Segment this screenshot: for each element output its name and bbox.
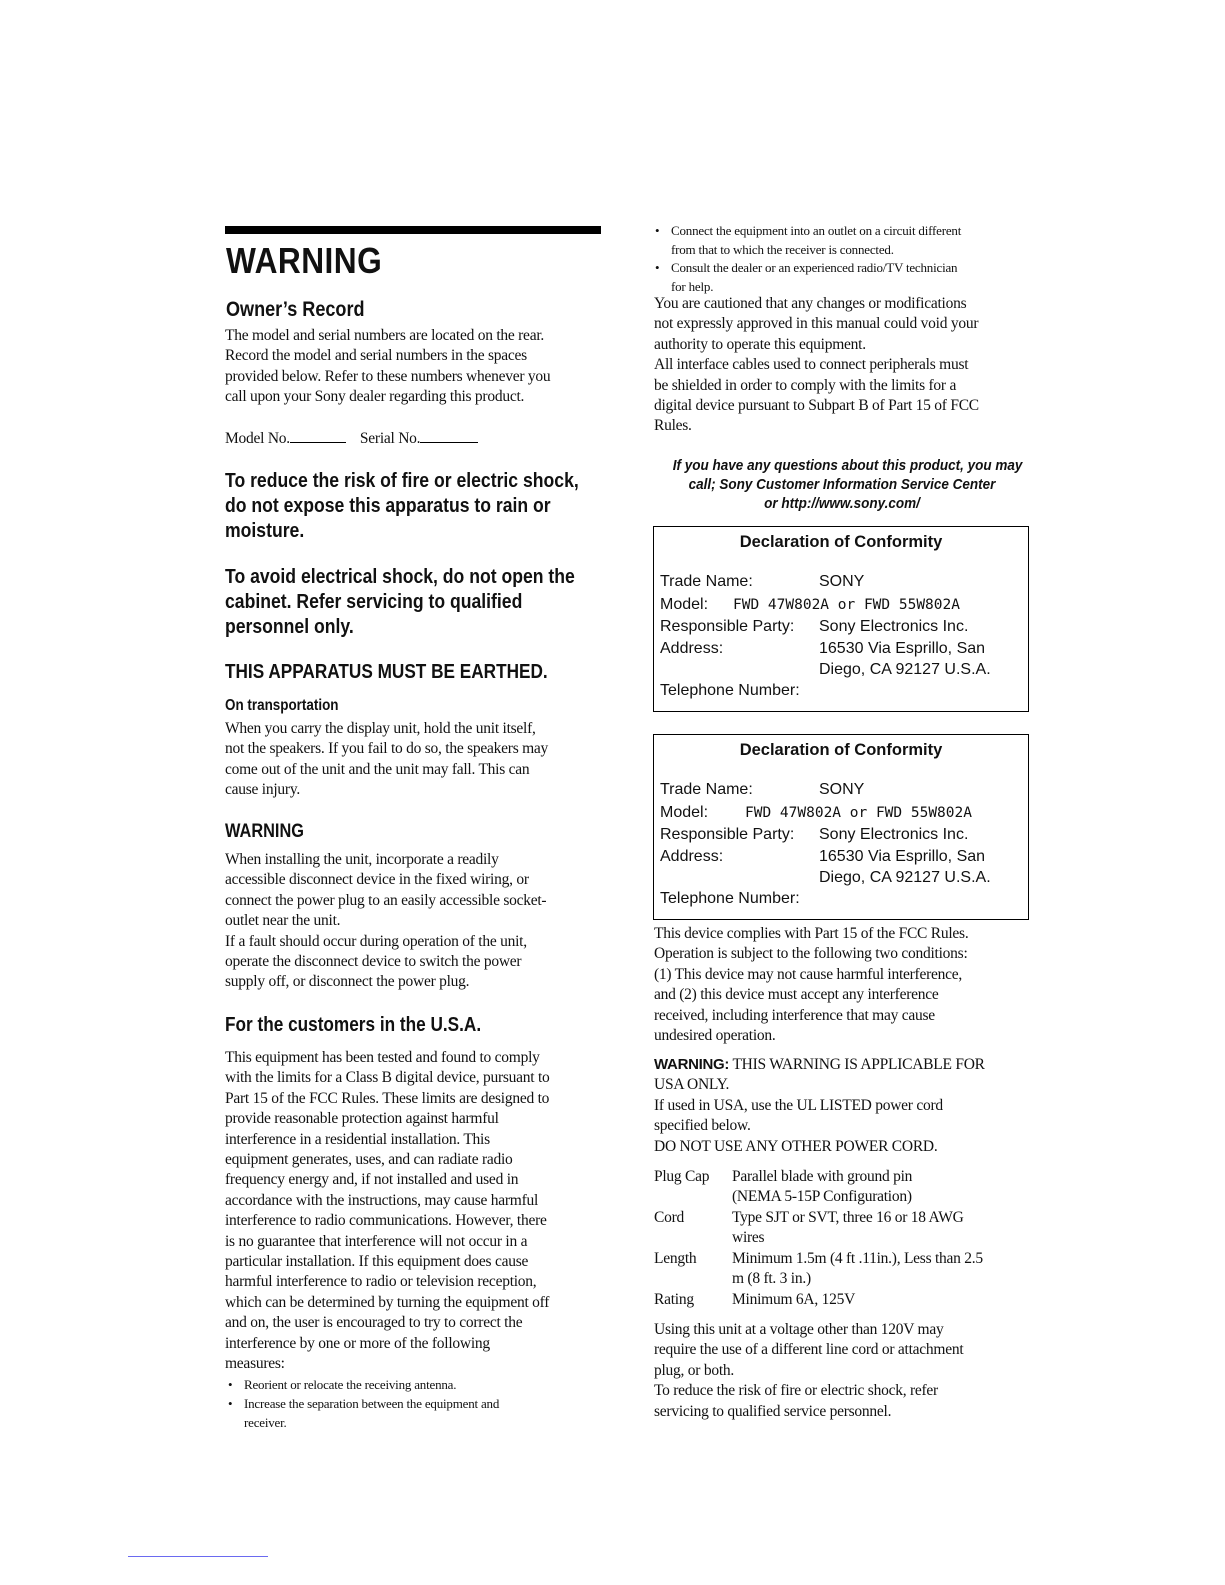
text-line: Type SJT or SVT, three 16 or 18 AWG xyxy=(732,1209,964,1226)
earthed-heading: THIS APPARATUS MUST BE EARTHED. xyxy=(225,661,548,683)
transport-text xyxy=(225,719,548,801)
contact-info xyxy=(672,456,1023,513)
text-line: cabinet. Refer servicing to qualified xyxy=(225,591,523,613)
spec-value xyxy=(732,1208,964,1249)
text-line: do not expose this apparatus to rain or xyxy=(225,495,551,517)
cabinet-warning xyxy=(225,565,603,640)
text-line: When installing the unit, incorporate a readily xyxy=(225,851,499,868)
serial-no-blank xyxy=(420,428,478,443)
text-line: personnel only. xyxy=(225,616,354,638)
model-no-label: Model No. xyxy=(225,430,290,447)
trade-name-label: Trade Name: xyxy=(660,573,753,590)
text-line: supply off, or disconnect the power plug. xyxy=(225,973,470,991)
text-line: Operation is subject to the following two conditions: xyxy=(654,945,968,963)
spec-value xyxy=(732,1249,983,1290)
bullet-text xyxy=(244,1395,499,1432)
power-cord-specs xyxy=(654,1167,1034,1317)
warning-label: WARNING: xyxy=(654,1056,730,1073)
bullet-icon: • xyxy=(228,1396,233,1411)
text-line: and on, the user is encouraged to try to correct the xyxy=(225,1314,523,1332)
text-line: Increase the separation between the equipment and xyxy=(244,1396,500,1411)
text-line: or http://www.sony.com/ xyxy=(764,495,920,512)
spec-row xyxy=(654,1290,1034,1312)
address-label: Address: xyxy=(660,640,724,657)
text-line: is no guarantee that interference will not occur in a xyxy=(225,1232,528,1250)
declaration-title: Declaration of Conformity xyxy=(739,533,943,551)
text-line: Part 15 of the FCC Rules. These limits are designed to xyxy=(225,1089,550,1107)
text-line: m (8 ft. 3 in.) xyxy=(732,1270,811,1288)
text-line: provide reasonable protection against harmful xyxy=(225,1110,499,1128)
text-line: This device complies with Part 15 of the FCC Rules. xyxy=(654,925,969,942)
bullet-text xyxy=(671,259,957,296)
text-line: call upon your Sony dealer regarding this product. xyxy=(225,388,525,406)
transport-heading: On transportation xyxy=(225,697,339,714)
text-line: and (2) this device must accept any interference xyxy=(654,986,939,1004)
bullet-text xyxy=(671,222,961,259)
address-label: Address: xyxy=(660,848,724,865)
text-line: receiver. xyxy=(244,1414,287,1430)
text-line: cause injury. xyxy=(225,781,300,799)
responsible-party-label: Responsible Party: xyxy=(660,826,795,843)
text-line: Parallel blade with ground pin xyxy=(732,1168,913,1185)
text-line: with the limits for a Class B digital device, pursuant to xyxy=(225,1069,550,1087)
text-line: The model and serial numbers are located on the rear. xyxy=(225,327,545,344)
address-line: 16530 Via Esprillo, San xyxy=(819,848,986,865)
text-line: require the use of a different line cord or attachment xyxy=(654,1341,964,1359)
text-line: digital device pursuant to Subpart B of Part 15 of FCC xyxy=(654,397,979,415)
text-line: If a fault should occur during operation of the unit, xyxy=(225,932,527,950)
bullet-text: Reorient or relocate the receiving antenna. xyxy=(244,1377,457,1392)
address-line: Diego, CA 92127 U.S.A. xyxy=(819,869,991,886)
bullet-icon: • xyxy=(655,223,660,238)
text-line: be shielded in order to comply with the limits for a xyxy=(654,376,957,394)
telephone-label: Telephone Number: xyxy=(660,682,800,699)
serial-no-label: Serial No. xyxy=(359,430,421,447)
page-title: WARNING xyxy=(226,240,383,281)
list-item xyxy=(655,259,1035,297)
responsible-party-label: Responsible Party: xyxy=(660,618,795,635)
model-no-blank xyxy=(290,428,346,443)
text-line: authority to operate this equipment. xyxy=(654,335,866,353)
owners-record-text xyxy=(225,326,550,408)
text-line: Rules. xyxy=(654,417,692,435)
bullet-icon: • xyxy=(655,260,660,275)
model-label: Model: xyxy=(660,596,709,613)
trade-name-label: Trade Name: xyxy=(660,781,753,798)
record-fields xyxy=(225,428,478,449)
usa-heading: For the customers in the U.S.A. xyxy=(225,1014,482,1036)
declaration-box xyxy=(653,734,1029,920)
text-line: To reduce the risk of fire or electric shock, xyxy=(225,470,579,492)
text-line: moisture. xyxy=(225,520,305,542)
text-line: not the speakers. If you fail to do so, the speakers may xyxy=(225,740,549,758)
text-line: operate the disconnect device to switch the power xyxy=(225,953,522,971)
text-line: DO NOT USE ANY OTHER POWER CORD. xyxy=(654,1137,938,1155)
text-line: equipment generates, uses, and can radiate radio xyxy=(225,1151,513,1169)
text-line: Minimum 6A, 125V xyxy=(732,1291,856,1308)
text-line: USA ONLY. xyxy=(654,1076,730,1094)
caution-text xyxy=(654,294,979,437)
text-line: outlet near the unit. xyxy=(225,912,341,930)
model-value: FWD 47W802A or FWD 55W802A xyxy=(745,805,972,821)
text-line: This equipment has been tested and found to comply xyxy=(225,1049,540,1066)
warning-heading: WARNING xyxy=(225,821,304,842)
spec-label: Rating xyxy=(654,1291,694,1308)
model-label: Model: xyxy=(660,804,709,821)
text-line: harmful interference to radio or television reception, xyxy=(225,1273,537,1291)
list-item xyxy=(655,222,1035,260)
text-line: accessible disconnect device in the fixed wiring, or xyxy=(225,871,529,889)
text-line: for help. xyxy=(671,278,714,294)
text-line: measures: xyxy=(225,1355,285,1373)
title-rule xyxy=(225,226,601,234)
bullet-icon: • xyxy=(228,1377,233,1392)
text-line: When you carry the display unit, hold the unit itself, xyxy=(225,720,536,737)
text-line: wires xyxy=(732,1229,765,1247)
responsible-party-value: Sony Electronics Inc. xyxy=(819,826,969,843)
list-item xyxy=(228,1395,608,1433)
fire-shock-warning xyxy=(225,469,603,544)
text-line: received, including interference that may cause xyxy=(654,1006,935,1024)
text-line xyxy=(654,1055,985,1075)
address-line: Diego, CA 92127 U.S.A. xyxy=(819,661,991,678)
telephone-label: Telephone Number: xyxy=(660,890,800,907)
text-line: from that to which the receiver is connected. xyxy=(671,241,894,257)
text-line: accordance with the instructions, may cause harmful xyxy=(225,1191,539,1209)
fcc-compliance-text xyxy=(654,924,968,1046)
text-line: interference in a residential installation. This xyxy=(225,1130,490,1148)
text-line: Connect the equipment into an outlet on a circuit different xyxy=(671,223,962,238)
text-line: not expressly approved in this manual could void your xyxy=(654,315,979,333)
text-line: interference by one or more of the following xyxy=(225,1334,490,1352)
spec-row xyxy=(654,1249,1034,1289)
text-line: If used in USA, use the UL LISTED power cord xyxy=(654,1096,943,1114)
usa-text xyxy=(225,1048,550,1375)
text-line: You are cautioned that any changes or modifications xyxy=(654,295,967,312)
trade-name-value: SONY xyxy=(819,573,865,590)
list-item xyxy=(228,1376,608,1396)
spec-row xyxy=(654,1208,1034,1248)
text-line: plug, or both. xyxy=(654,1361,735,1379)
text-line: Consult the dealer or an experienced radio/TV technician xyxy=(671,260,958,275)
text-line: specified below. xyxy=(654,1117,751,1135)
text-line: call; Sony Customer Information Service Center xyxy=(688,476,996,493)
text-line: (NEMA 5-15P Configuration) xyxy=(732,1188,912,1206)
text-line: interference to radio communications. However, there xyxy=(225,1212,547,1230)
spec-row xyxy=(654,1167,1034,1207)
spec-label: Length xyxy=(654,1250,697,1267)
address-line: 16530 Via Esprillo, San xyxy=(819,640,986,657)
text-line: undesired operation. xyxy=(654,1027,776,1045)
warning-text xyxy=(225,850,546,993)
model-value: FWD 47W802A or FWD 55W802A xyxy=(733,597,960,613)
spec-label: Cord xyxy=(654,1209,684,1226)
text-line: which can be determined by turning the equipment off xyxy=(225,1293,550,1311)
declaration-box xyxy=(653,526,1029,712)
text-line: Minimum 1.5m (4 ft .11in.), Less than 2.5 xyxy=(732,1250,983,1267)
usa-warning xyxy=(654,1055,985,1157)
spec-value xyxy=(732,1290,855,1310)
owners-record-heading: Owner’s Record xyxy=(226,298,365,321)
text-line: All interface cables used to connect peripherals must xyxy=(654,356,969,374)
text-line: come out of the unit and the unit may fall. This can xyxy=(225,760,530,778)
warning-text: THIS WARNING IS APPLICABLE FOR xyxy=(729,1056,985,1073)
text-line: frequency energy and, if not installed and used in xyxy=(225,1171,519,1189)
text-line: provided below. Refer to these numbers whenever you xyxy=(225,367,551,385)
text-line: If you have any questions about this product, you may xyxy=(672,457,1023,474)
declaration-title: Declaration of Conformity xyxy=(739,741,943,759)
text-line: servicing to qualified service personnel. xyxy=(654,1402,892,1420)
text-line: To reduce the risk of fire or electric shock, refer xyxy=(654,1382,938,1400)
text-line: To avoid electrical shock, do not open the xyxy=(225,566,575,588)
responsible-party-value: Sony Electronics Inc. xyxy=(819,618,969,635)
spec-value xyxy=(732,1167,912,1208)
text-line: Record the model and serial numbers in the spaces xyxy=(225,347,527,365)
trade-name-value: SONY xyxy=(819,781,865,798)
footer-rule xyxy=(128,1556,268,1557)
voltage-text xyxy=(654,1320,963,1422)
text-line: connect the power plug to an easily accessible socket- xyxy=(225,891,547,909)
text-line: Using this unit at a voltage other than 120V may xyxy=(654,1321,944,1338)
text-line: particular installation. If this equipment does cause xyxy=(225,1253,529,1271)
text-line: (1) This device may not cause harmful interference, xyxy=(654,965,963,983)
spec-label: Plug Cap xyxy=(654,1168,710,1185)
